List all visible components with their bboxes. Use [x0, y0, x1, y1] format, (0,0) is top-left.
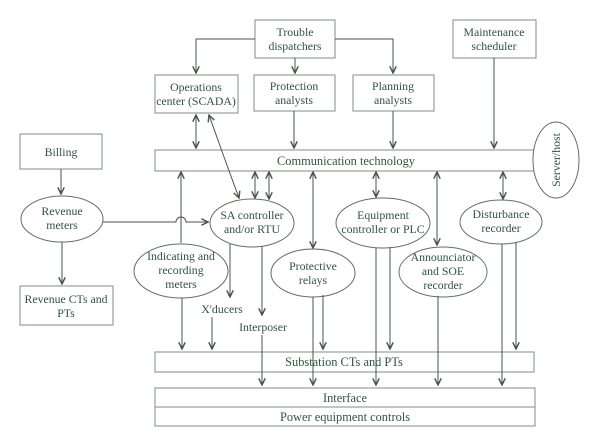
node-revenue-cts-label: PTs [57, 306, 75, 320]
node-operations-center-label: Operations [170, 80, 222, 94]
node-maintenance-scheduler-label: Maintenance [463, 25, 525, 39]
node-indicating-meters-label: recording [158, 263, 204, 277]
node-planning-analysts-label: analysts [373, 93, 413, 107]
node-billing-label: Billing [44, 145, 78, 159]
node-indicating-meters-label: Indicating and [147, 249, 215, 263]
node-interposer-label: Interposer [239, 320, 287, 334]
node-power-equipment-label: Power equipment controls [279, 410, 411, 424]
node-equipment-controller-label: Equipment [357, 208, 409, 222]
edge-trouble-to-planning [335, 39, 393, 73]
node-protective-relays-label: Protective [289, 259, 337, 273]
node-revenue-meters-label: Revenue [41, 204, 83, 218]
node-annunciator-label: recorder [423, 278, 463, 292]
node-planning-analysts-label: Planning [372, 79, 414, 93]
node-annunciator-label: Announciator [410, 250, 476, 264]
node-substation-cts-label: Substation CTs and PTs [285, 355, 403, 369]
node-sa-controller-label: SA controller [220, 208, 284, 222]
node-operations-center-label: center (SCADA) [156, 94, 236, 108]
node-sa-controller-label: and/or RTU [224, 222, 280, 236]
node-revenue-cts-label: Revenue CTs and [24, 292, 108, 306]
node-protective-relays-label: relays [298, 273, 328, 287]
node-trouble-dispatchers-label: Trouble [276, 25, 314, 39]
node-annunciator-label: and SOE [421, 264, 465, 278]
node-protection-analysts-label: Protection [269, 79, 319, 93]
node-server-host-label: Server/host [549, 133, 563, 187]
node-interface-label: Interface [322, 391, 368, 405]
node-xducers-label: X'ducers [201, 302, 243, 316]
node-maintenance-scheduler-label: scheduler [471, 39, 517, 53]
node-communication-technology-label: Communication technology [277, 154, 415, 168]
node-indicating-meters-label: meters [165, 277, 197, 291]
node-trouble-dispatchers-label: dispatchers [268, 39, 322, 53]
edge-revenue-meters-to-sa [103, 217, 208, 222]
node-equipment-controller-label: controller or PLC [341, 222, 425, 236]
node-disturbance-recorder-label: Disturbance [472, 207, 530, 221]
node-protection-analysts-label: analysts [274, 93, 314, 107]
edge-trouble-to-operations [196, 39, 255, 73]
node-revenue-meters-label: meters [46, 218, 78, 232]
node-disturbance-recorder-label: recorder [481, 221, 521, 235]
